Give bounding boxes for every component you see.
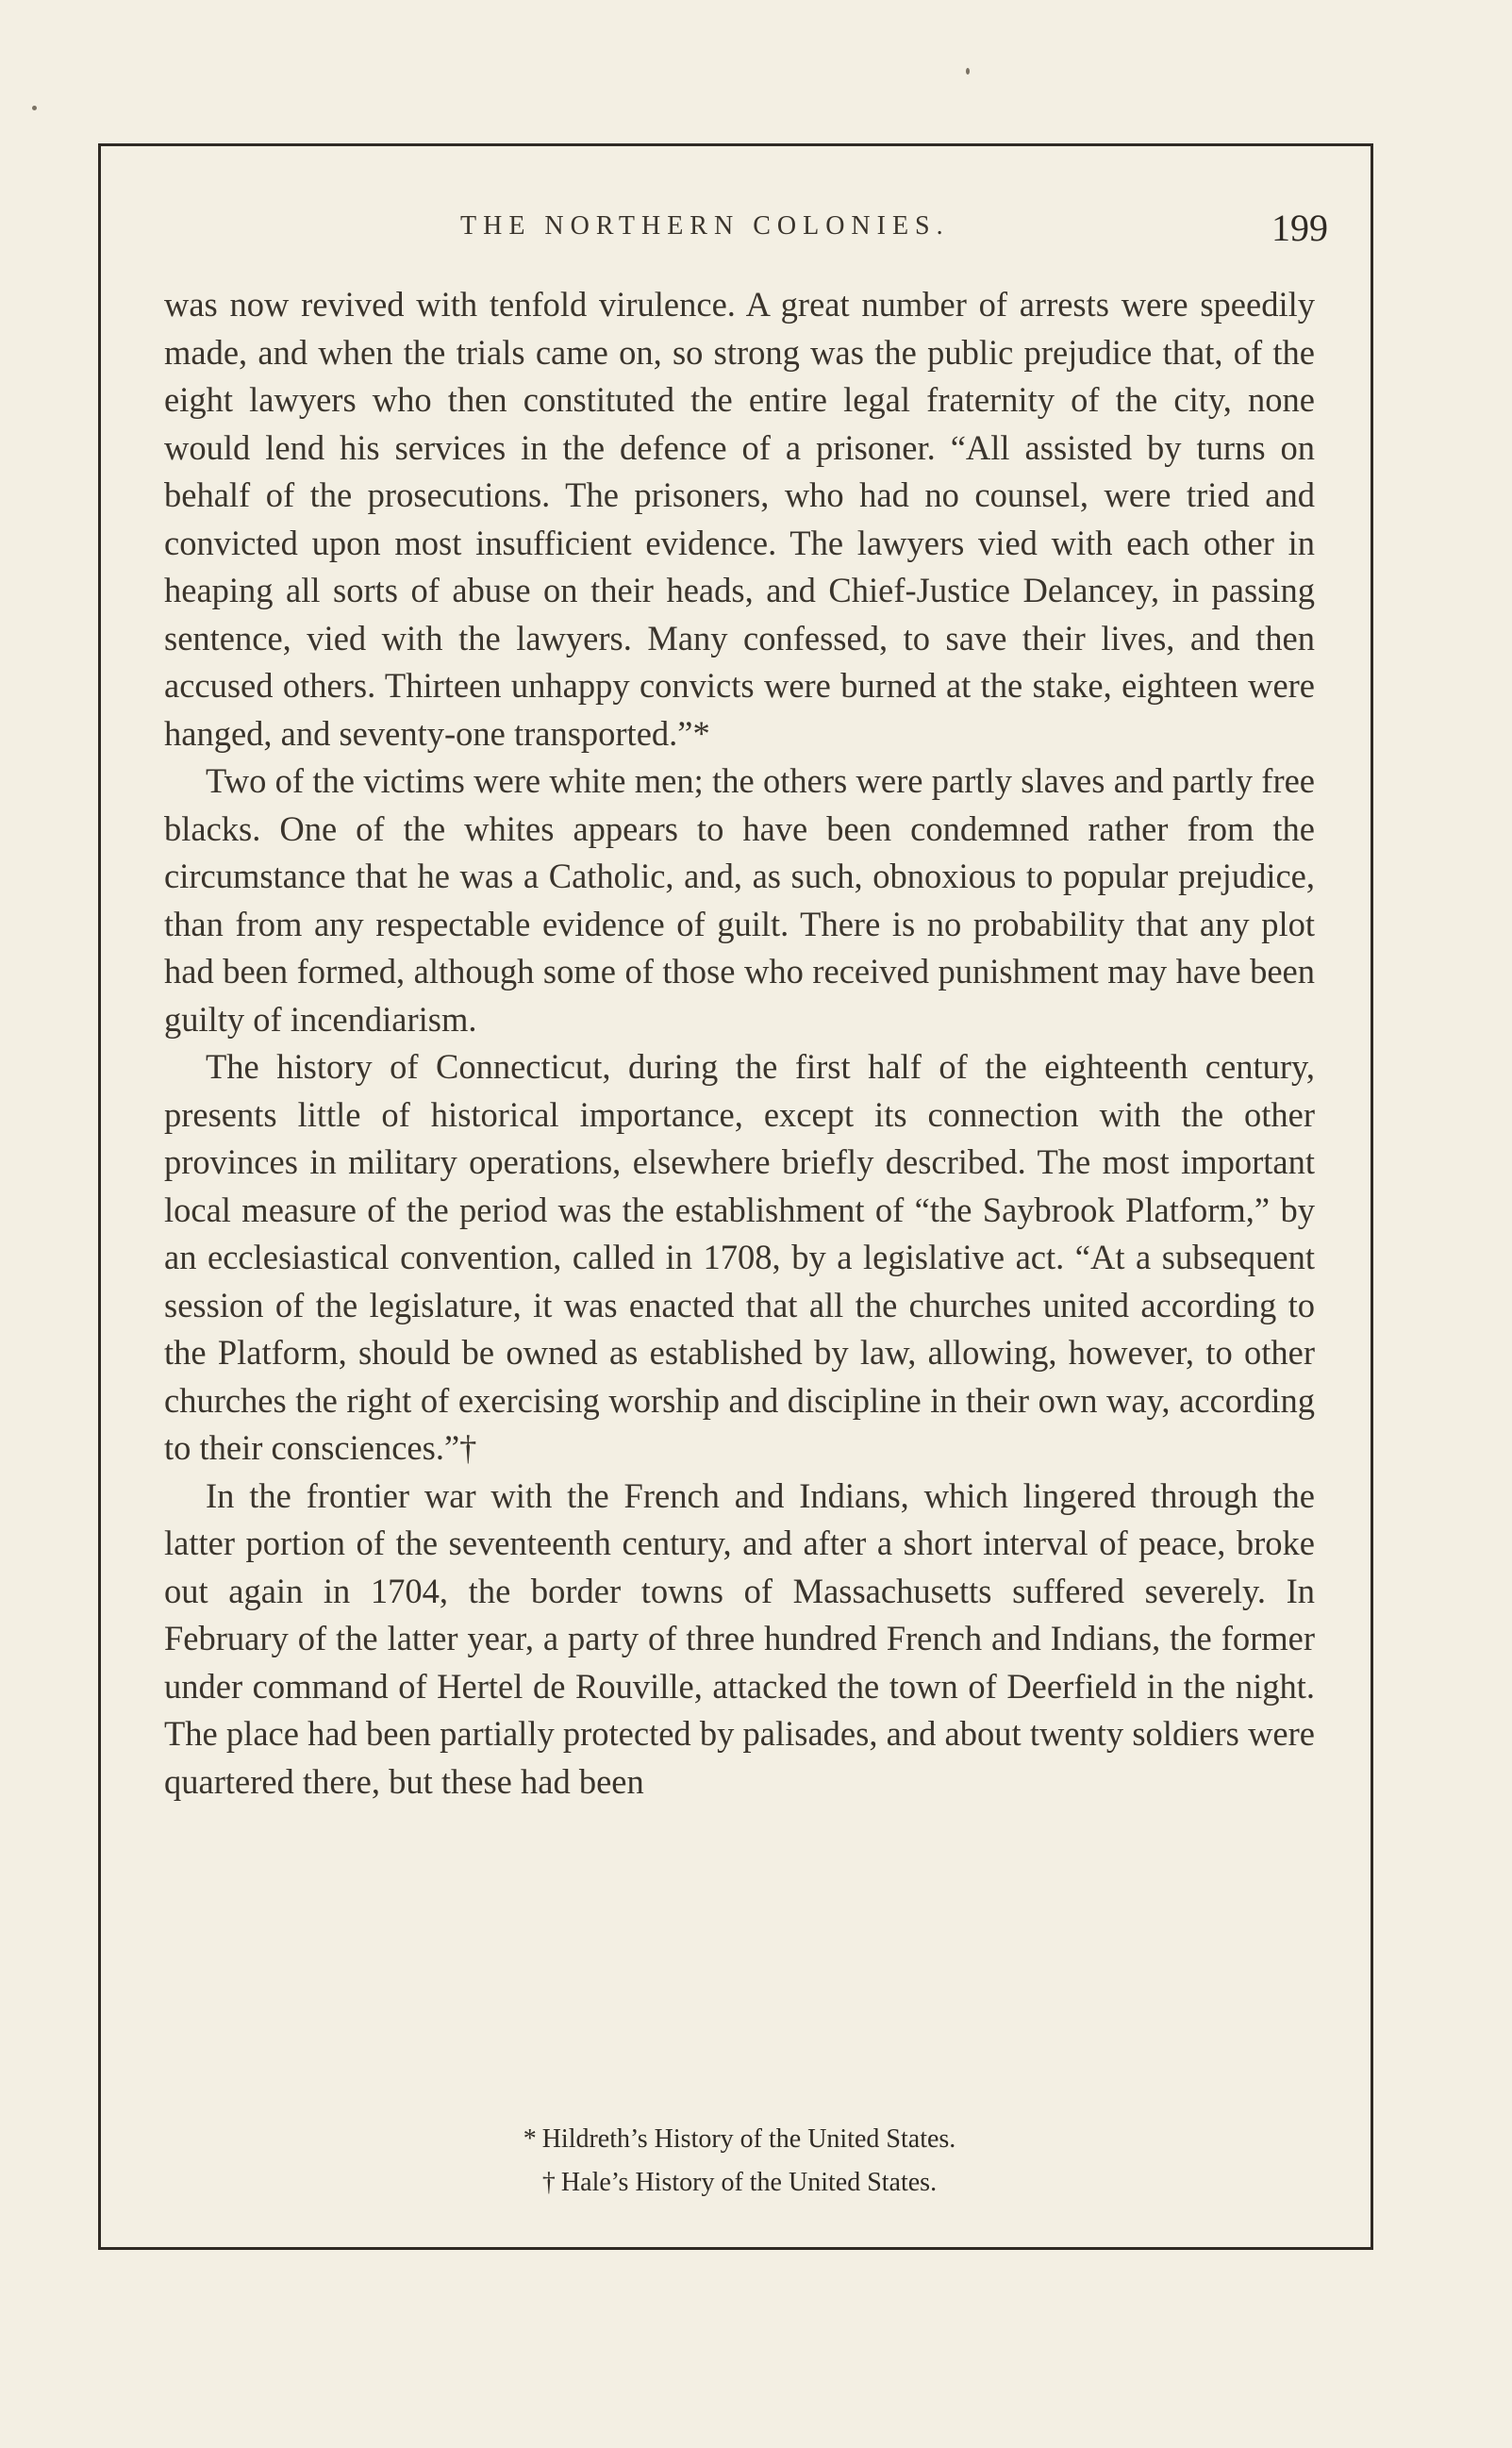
print-speck [32,106,37,110]
paragraph-victims: Two of the victims were white men; the others were partly slaves and partly free blacks. One of the whites appears to have been condemned rather from the circumstance that he was a Catholic, and, as such, obnoxious to popular prejudice, than from any respectable evidence of guilt. There is no probability that any plot had been formed, although some of those who received punishment may have been guilty of incendiarism. [164,761,1315,1039]
print-speck [966,68,970,75]
footnote-mark: † [541,2168,556,2197]
footnote [164,2118,1315,2161]
body-text [164,281,1315,1806]
paragraph-frontier-war: In the frontier war with the French and Indians, which lingered through the latter portion of the seventeenth century, and after a short interval of peace, broke out again in 1704, the border towns of Massachusetts suffered severely. In February of the latter year, a party of three hundred French and Indians, the former under command of Hertel de Rouville, attacked the town of Deerfield in the night. The place had been partially protected by palisades, and about twenty soldiers were quartered there, but these had been [164,1475,1315,1801]
footnote [164,2161,1315,2205]
running-head-title: THE NORTHERN COLONIES. [460,211,950,241]
footnotes [164,2118,1315,2205]
footnote-mark: * [523,2124,537,2154]
footnote-text: Hildreth’s History of the United States. [541,2124,956,2154]
paragraph-continued: was now revived with tenfold virulence. A great number of arrests were speedily made, and when the trials came on, so strong was the public prejudice that, of the eight lawyers who then constituted the entire legal fraternity of the city, none would lend his services in the defence of a prisoner. “All assisted by turns on behalf of the prosecutions. The prisoners, who had no counsel, were tried and convicted upon most insufficient evidence. The lawyers vied with each other in heaping all sorts of abuse on their heads, and Chief-Justice Delancey, in passing sentence, vied with the lawyers. Many confessed, to save their lives, and then accused others. Thirteen unhappy convicts were burned at the stake, eighteen were hanged, and seventy-one transported.”* [164,285,1315,753]
paragraph-connecticut: The history of Connecticut, during the first half of the eighteenth century, presents little of historical importance, except its connection with the other provinces in military operations, elsewhere briefly described. The most important local measure of the period was the establishment of “the Saybrook Platform,” by an ecclesiastical convention, called in 1708, by a legislative act. “At a subsequent session of the legislature, it was enacted that all the churches united according to the Platform, should be owned as established by law, allowing, however, to other churches the right of exercising worship and discipline in their own way, according to their consciences.”† [164,1047,1315,1467]
running-head [98,206,1373,262]
footnote-text: Hale’s History of the United States. [560,2168,938,2197]
page-number: 199 [1271,207,1328,249]
